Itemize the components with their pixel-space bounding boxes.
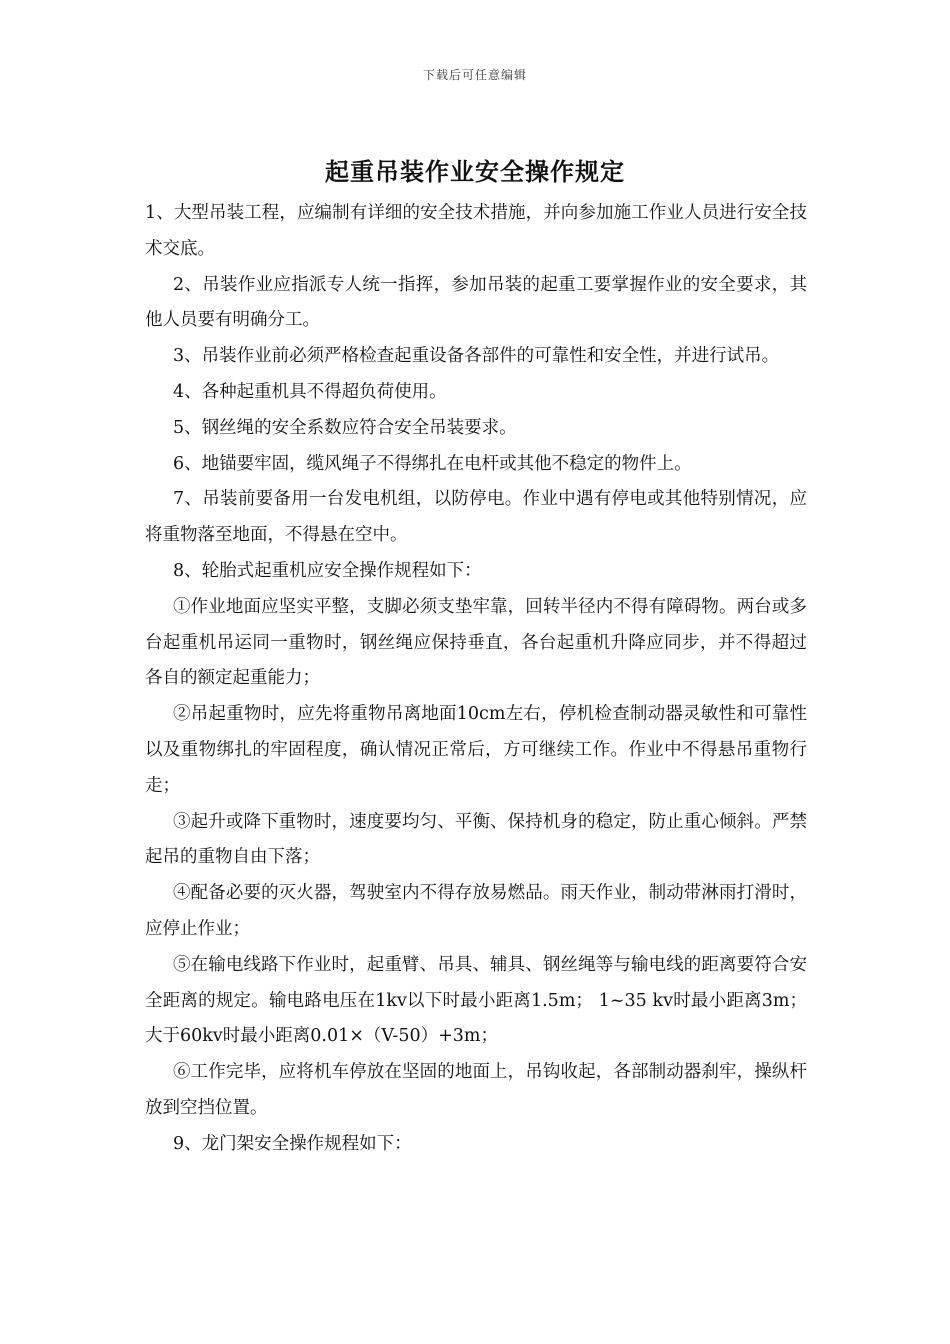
document-body — [145, 196, 807, 1163]
sub-item-2: ②吊起重物时，应先将重物吊离地面10cm左右，停机检查制动器灵敏性和可靠性以及重物绑扎的牢固程度，确认情况正常后，方可继续工作。作业中不得悬吊重物行走； — [145, 704, 807, 796]
sub-item-4: ④配备必要的灭火器，驾驶室内不得存放易燃品。雨天作业，制动带淋雨打滑时，应停止作业； — [145, 883, 807, 939]
paragraph-9: 9、龙门架安全操作规程如下： — [173, 1133, 412, 1154]
paragraph-8: 8、轮胎式起重机应安全操作规程如下： — [173, 560, 482, 581]
paragraph-1: 1、大型吊装工程，应编制有详细的安全技术措施，并向参加施工作业人员进行安全技术交底。 — [145, 203, 807, 259]
paragraph-2: 2、吊装作业应指派专人统一指挥，参加吊装的起重工要掌握作业的安全要求，其他人员要有明确分工。 — [145, 274, 807, 331]
paragraph-3: 3、吊装作业前必须严格检查起重设备各部件的可靠性和安全性，并进行试吊。 — [173, 346, 780, 367]
header-note: 下载后可任意编辑 — [422, 68, 527, 82]
sub-item-1: ①作业地面应坚实平整，支脚必须支垫牢靠，回转半径内不得有障碍物。两台或多台起重机吊运同一重物时，钢丝绳应保持垂直，各台起重机升降应同步，并不得超过各自的额定起重能力； — [145, 596, 807, 689]
paragraph-6: 6、地锚要牢固，缆风绳子不得绑扎在电杆或其他不稳定的物件上。 — [173, 453, 692, 474]
document-title: 起重吊装作业安全操作规定 — [325, 157, 625, 186]
sub-item-3: ③起升或降下重物时，速度要均匀、平衡、保持机身的稳定，防止重心倾斜。严禁起吊的重物自由下落； — [145, 811, 807, 868]
paragraph-5: 5、钢丝绳的安全系数应符合安全吊装要求。 — [173, 417, 517, 438]
paragraph-7: 7、吊装前要备用一台发电机组，以防停电。作业中遇有停电或其他特别情况，应将重物落至地面，不得悬在空中。 — [145, 489, 807, 546]
sub-item-5: ⑤在输电线路下作业时，起重臂、吊具、辅具、钢丝绳等与输电线的距离要符合安全距离的规定。输电路电压在1kv以下时最小距离1.5m； 1~35 kv时最小距离3m；大于60kv时最小距离0.01×（V-50）+3m； — [145, 954, 807, 1047]
paragraph-4: 4、各种起重机具不得超负荷使用。 — [173, 381, 447, 402]
sub-item-6: ⑥工作完毕，应将机车停放在坚固的地面上，吊钩收起，各部制动器刹牢，操纵杆放到空挡位置。 — [145, 1062, 807, 1118]
